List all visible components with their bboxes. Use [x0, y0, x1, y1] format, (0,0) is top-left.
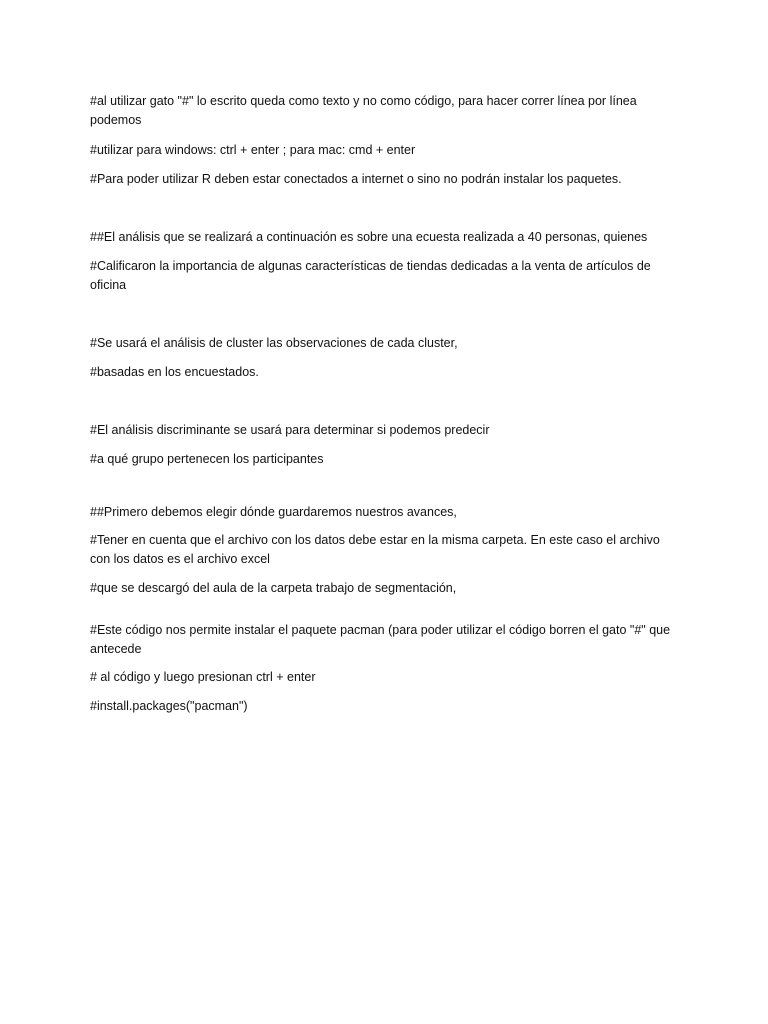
paragraph-1: #al utilizar gato "#" lo escrito queda como texto y no como código, para hacer correr línea por línea podemos: [90, 94, 637, 127]
paragraph-3: #Para poder utilizar R deben estar conectados a internet o sino no podrán instalar los paquetes.: [90, 172, 622, 186]
paragraph-6: #Se usará el análisis de cluster las observaciones de cada cluster,: [90, 336, 458, 350]
paragraph-14: # al código y luego presionan ctrl + enter: [90, 670, 316, 684]
paragraph-12: #que se descargó del aula de la carpeta trabajo de segmentación,: [90, 581, 457, 595]
paragraph-8: #El análisis discriminante se usará para determinar si podemos predecir: [90, 423, 490, 437]
paragraph-11: #Tener en cuenta que el archivo con los datos debe estar en la misma carpeta. En este caso el archivo con los datos es el archivo excel: [90, 533, 660, 566]
paragraph-2: #utilizar para windows: ctrl + enter ; para mac: cmd + enter: [90, 143, 416, 157]
paragraph-4: ##El análisis que se realizará a continuación es sobre una ecuesta realizada a 40 personas, quienes: [90, 230, 648, 244]
paragraph-7: #basadas en los encuestados.: [90, 365, 259, 379]
paragraph-10: ##Primero debemos elegir dónde guardaremos nuestros avances,: [90, 505, 457, 519]
paragraph-13: #Este código nos permite instalar el paquete pacman (para poder utilizar el código borren el gato "#" que antecede: [90, 623, 671, 656]
paragraph-5: #Calificaron la importancia de algunas características de tiendas dedicadas a la venta de artículos de oficina: [90, 259, 651, 292]
paragraph-15: #install.packages("pacman"): [90, 699, 248, 713]
paragraph-9: #a qué grupo pertenecen los participantes: [90, 452, 324, 466]
